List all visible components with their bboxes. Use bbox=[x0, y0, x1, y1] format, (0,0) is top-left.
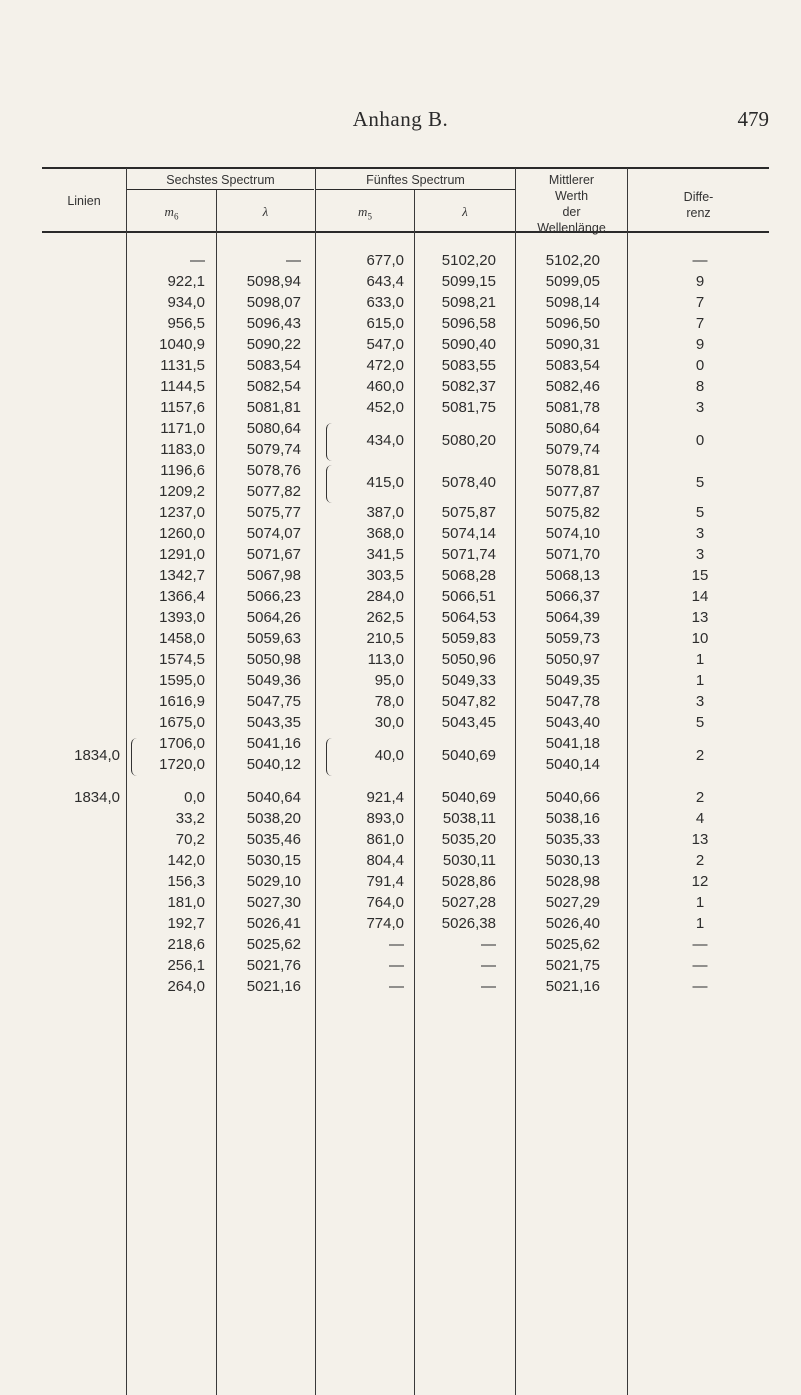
brace-mark bbox=[326, 738, 335, 776]
m6-value: 1393,0 bbox=[159, 609, 205, 626]
m5-value: 284,0 bbox=[366, 588, 404, 605]
m6-value: 1366,4 bbox=[159, 588, 205, 605]
lambda5-value: 5049,33 bbox=[441, 672, 496, 689]
lambda6-value: 5040,12 bbox=[246, 756, 301, 773]
diff-value: 3 bbox=[695, 546, 705, 563]
diff-value: — bbox=[692, 957, 708, 974]
lambda5-value: 5074,14 bbox=[441, 525, 496, 542]
lambda6-value: 5090,22 bbox=[246, 336, 301, 353]
diff-value: 5 bbox=[695, 504, 705, 521]
lambda5-value: 5043,45 bbox=[441, 714, 496, 731]
m5-value: 861,0 bbox=[366, 831, 404, 848]
m6-value: 0,0 bbox=[184, 789, 205, 806]
header-differenz bbox=[628, 189, 769, 221]
header-subscript: 5 bbox=[367, 211, 372, 222]
m6-value: 934,0 bbox=[167, 294, 205, 311]
m6-value: 1595,0 bbox=[159, 672, 205, 689]
lambda5-value: 5082,37 bbox=[441, 378, 496, 395]
m6-value: 956,5 bbox=[167, 315, 205, 332]
diff-value: 7 bbox=[695, 315, 705, 332]
m5-value: 434,0 bbox=[366, 432, 404, 449]
lambda5-value: 5080,20 bbox=[441, 432, 496, 449]
mean-value: 5064,39 bbox=[545, 609, 600, 626]
m5-value: 633,0 bbox=[366, 294, 404, 311]
sechstes-subrule bbox=[127, 189, 314, 190]
mean-value: 5083,54 bbox=[545, 357, 600, 374]
lambda5-value: 5027,28 bbox=[441, 894, 496, 911]
brace-mark bbox=[131, 738, 140, 776]
mean-value: 5077,87 bbox=[545, 483, 600, 500]
linie-value: 1834,0 bbox=[74, 789, 120, 806]
header-lambda6: λ bbox=[262, 204, 269, 219]
lambda5-value: 5066,51 bbox=[441, 588, 496, 605]
mean-value: 5038,16 bbox=[545, 810, 600, 827]
m6-value: 1706,0 bbox=[159, 735, 205, 752]
m5-value: 791,4 bbox=[366, 873, 404, 890]
diff-value: 3 bbox=[695, 399, 705, 416]
brace-mark bbox=[326, 423, 335, 461]
lambda5-value: 5078,40 bbox=[441, 474, 496, 491]
lambda6-value: 5041,16 bbox=[246, 735, 301, 752]
mean-value: 5066,37 bbox=[545, 588, 600, 605]
lambda6-value: 5067,98 bbox=[246, 567, 301, 584]
m6-value: 1171,0 bbox=[160, 420, 205, 437]
mean-value: 5047,78 bbox=[545, 693, 600, 710]
lambda5-value: 5047,82 bbox=[441, 693, 496, 710]
mean-value: 5082,46 bbox=[545, 378, 600, 395]
m6-value: 33,2 bbox=[175, 810, 205, 827]
mean-value: 5090,31 bbox=[545, 336, 600, 353]
diff-value: 7 bbox=[695, 294, 705, 311]
mean-value: 5059,73 bbox=[545, 630, 600, 647]
lambda5-value: — bbox=[481, 936, 496, 953]
mean-value: 5026,40 bbox=[545, 915, 600, 932]
diff-value: 0 bbox=[695, 357, 705, 374]
header-fuenftes-spectrum: Fünftes Spectrum bbox=[366, 173, 465, 187]
header-bottom-rule bbox=[42, 231, 769, 233]
lambda5-value: 5030,11 bbox=[442, 852, 496, 869]
col-divider bbox=[627, 168, 628, 1395]
m5-value: 547,0 bbox=[366, 336, 404, 353]
m6-value: 1720,0 bbox=[159, 756, 205, 773]
lambda5-value: — bbox=[481, 957, 496, 974]
diff-value: 0 bbox=[695, 432, 705, 449]
mean-value: 5099,05 bbox=[545, 273, 600, 290]
m6-value: 1144,5 bbox=[160, 378, 205, 395]
mean-value: 5030,13 bbox=[545, 852, 600, 869]
header-line: Wellenlänge bbox=[537, 221, 606, 235]
m5-value: 774,0 bbox=[366, 915, 404, 932]
header-linien: Linien bbox=[67, 194, 101, 208]
lambda5-value: 5038,11 bbox=[442, 810, 496, 827]
lambda6-value: 5082,54 bbox=[246, 378, 301, 395]
m6-value: 181,0 bbox=[167, 894, 205, 911]
mean-value: 5071,70 bbox=[545, 546, 600, 563]
mean-value: 5021,75 bbox=[545, 957, 600, 974]
mean-value: 5028,98 bbox=[545, 873, 600, 890]
mean-value: 5050,97 bbox=[545, 651, 600, 668]
lambda6-value: 5043,35 bbox=[246, 714, 301, 731]
lambda6-value: 5098,94 bbox=[246, 273, 301, 290]
diff-value: 5 bbox=[695, 714, 705, 731]
lambda5-value: 5096,58 bbox=[441, 315, 496, 332]
m5-value: 921,4 bbox=[366, 789, 404, 806]
m5-value: 40,0 bbox=[374, 747, 404, 764]
header-mittlerer-werth bbox=[516, 172, 627, 236]
diff-value: 1 bbox=[695, 651, 705, 668]
m5-value: — bbox=[389, 978, 404, 995]
m6-value: — bbox=[190, 252, 205, 269]
m5-value: 387,0 bbox=[366, 504, 404, 521]
diff-value: 12 bbox=[691, 873, 709, 890]
mean-value: 5102,20 bbox=[545, 252, 600, 269]
m5-value: 303,5 bbox=[366, 567, 404, 584]
m6-value: 70,2 bbox=[175, 831, 205, 848]
lambda6-value: 5066,23 bbox=[246, 588, 301, 605]
page-header bbox=[0, 107, 801, 137]
diff-value: — bbox=[692, 978, 708, 995]
lambda5-value: 5040,69 bbox=[441, 747, 496, 764]
lambda5-value: 5028,86 bbox=[441, 873, 496, 890]
running-title: Anhang B. bbox=[352, 107, 449, 131]
top-rule bbox=[42, 167, 769, 169]
m6-value: 1291,0 bbox=[159, 546, 205, 563]
diff-value: 15 bbox=[691, 567, 709, 584]
lambda6-value: 5078,76 bbox=[246, 462, 301, 479]
m5-value: 78,0 bbox=[374, 693, 404, 710]
m5-value: 210,5 bbox=[366, 630, 404, 647]
m6-value: 192,7 bbox=[167, 915, 205, 932]
mean-value: 5075,82 bbox=[545, 504, 600, 521]
diff-value: 1 bbox=[695, 915, 705, 932]
lambda6-value: 5083,54 bbox=[246, 357, 301, 374]
diff-value: 2 bbox=[695, 789, 705, 806]
lambda6-value: 5021,16 bbox=[246, 978, 301, 995]
lambda6-value: 5064,26 bbox=[246, 609, 301, 626]
brace-mark bbox=[326, 465, 335, 503]
mean-value: 5078,81 bbox=[545, 462, 600, 479]
m5-value: 452,0 bbox=[366, 399, 404, 416]
m6-value: 1675,0 bbox=[159, 714, 205, 731]
diff-value: 13 bbox=[691, 609, 709, 626]
lambda6-value: 5049,36 bbox=[246, 672, 301, 689]
lambda6-value: 5074,07 bbox=[246, 525, 301, 542]
m6-value: 1157,6 bbox=[160, 399, 205, 416]
m6-value: 1458,0 bbox=[159, 630, 205, 647]
lambda5-value: 5050,96 bbox=[441, 651, 496, 668]
header-line: Werth bbox=[554, 189, 589, 203]
diff-value: 1 bbox=[695, 894, 705, 911]
mean-value: 5021,16 bbox=[545, 978, 600, 995]
m6-value: 1131,5 bbox=[160, 357, 205, 374]
m5-value: 677,0 bbox=[366, 252, 404, 269]
mean-value: 5040,14 bbox=[545, 756, 600, 773]
lambda6-value: 5050,98 bbox=[246, 651, 301, 668]
m6-value: 1260,0 bbox=[159, 525, 205, 542]
m5-value: 460,0 bbox=[366, 378, 404, 395]
diff-value: 9 bbox=[695, 336, 705, 353]
m5-value: — bbox=[389, 936, 404, 953]
lambda6-value: 5081,81 bbox=[246, 399, 301, 416]
mean-value: 5035,33 bbox=[545, 831, 600, 848]
mean-value: 5098,14 bbox=[545, 294, 600, 311]
header-lambda5: λ bbox=[462, 204, 468, 219]
diff-value: — bbox=[692, 252, 708, 269]
lambda6-value: 5040,64 bbox=[246, 789, 301, 806]
diff-value: 2 bbox=[695, 747, 705, 764]
header-symbol: m bbox=[358, 204, 368, 219]
mean-value: 5074,10 bbox=[545, 525, 600, 542]
lambda5-value: 5102,20 bbox=[441, 252, 496, 269]
header-line: Diffe- bbox=[683, 190, 714, 204]
diff-value: 8 bbox=[695, 378, 705, 395]
fuenftes-subrule bbox=[316, 189, 515, 190]
lambda5-value: 5068,28 bbox=[441, 567, 496, 584]
diff-value: 2 bbox=[695, 852, 705, 869]
m6-value: 156,3 bbox=[167, 873, 205, 890]
mean-value: 5041,18 bbox=[545, 735, 600, 752]
lambda6-value: 5025,62 bbox=[246, 936, 301, 953]
mean-value: 5096,50 bbox=[545, 315, 600, 332]
diff-value: 5 bbox=[695, 474, 705, 491]
lambda5-value: 5040,69 bbox=[441, 789, 496, 806]
header-sechstes-spectrum: Sechstes Spectrum bbox=[166, 173, 275, 187]
lambda6-value: 5059,63 bbox=[246, 630, 301, 647]
linie-value: 1834,0 bbox=[74, 747, 120, 764]
header-line: der bbox=[562, 205, 581, 219]
m5-value: 341,5 bbox=[366, 546, 404, 563]
diff-value: 10 bbox=[691, 630, 709, 647]
lambda5-value: 5026,38 bbox=[441, 915, 496, 932]
m6-value: 1342,7 bbox=[159, 567, 205, 584]
m5-value: 804,4 bbox=[366, 852, 404, 869]
mean-value: 5025,62 bbox=[545, 936, 600, 953]
mean-value: 5068,13 bbox=[545, 567, 600, 584]
mean-value: 5079,74 bbox=[545, 441, 600, 458]
m6-value: 1237,0 bbox=[159, 504, 205, 521]
diff-value: 4 bbox=[695, 810, 705, 827]
lambda5-value: 5099,15 bbox=[441, 273, 496, 290]
lambda6-value: 5079,74 bbox=[246, 441, 301, 458]
m5-value: 472,0 bbox=[366, 357, 404, 374]
m5-value: 415,0 bbox=[366, 474, 404, 491]
header-subscript: 6 bbox=[173, 211, 179, 222]
mean-value: 5040,66 bbox=[545, 789, 600, 806]
m5-value: 368,0 bbox=[366, 525, 404, 542]
mean-value: 5043,40 bbox=[545, 714, 600, 731]
diff-value: 9 bbox=[695, 273, 705, 290]
lambda6-value: 5096,43 bbox=[246, 315, 301, 332]
diff-value: 1 bbox=[695, 672, 705, 689]
lambda6-value: 5098,07 bbox=[246, 294, 301, 311]
lambda5-value: 5083,55 bbox=[441, 357, 496, 374]
page-number: 479 bbox=[737, 107, 769, 131]
lambda5-value: 5075,87 bbox=[441, 504, 496, 521]
lambda5-value: 5035,20 bbox=[441, 831, 496, 848]
lambda5-value: 5064,53 bbox=[441, 609, 496, 626]
lambda6-value: 5075,77 bbox=[246, 504, 301, 521]
lambda6-value: 5035,46 bbox=[246, 831, 301, 848]
diff-value: 13 bbox=[691, 831, 709, 848]
m5-value: 615,0 bbox=[366, 315, 404, 332]
m6-value: 922,1 bbox=[167, 273, 205, 290]
header-line: renz bbox=[686, 206, 711, 220]
m5-value: — bbox=[389, 957, 404, 974]
lambda6-value: 5080,64 bbox=[246, 420, 301, 437]
lambda5-value: 5098,21 bbox=[441, 294, 496, 311]
lambda6-value: 5027,30 bbox=[246, 894, 301, 911]
lambda6-value: 5030,15 bbox=[246, 852, 301, 869]
mean-value: 5027,29 bbox=[545, 894, 600, 911]
m5-value: 764,0 bbox=[366, 894, 404, 911]
lambda6-value: 5038,20 bbox=[246, 810, 301, 827]
lambda6-value: 5021,76 bbox=[246, 957, 301, 974]
m6-value: 218,6 bbox=[167, 936, 205, 953]
header-m5 bbox=[316, 204, 414, 225]
m6-value: 1183,0 bbox=[160, 441, 205, 458]
m6-value: 1196,6 bbox=[160, 462, 205, 479]
lambda5-value: 5081,75 bbox=[441, 399, 496, 416]
mean-value: 5080,64 bbox=[545, 420, 600, 437]
m6-value: 142,0 bbox=[167, 852, 205, 869]
m5-value: 95,0 bbox=[374, 672, 404, 689]
lambda6-value: 5047,75 bbox=[246, 693, 301, 710]
header-line: Mittlerer bbox=[548, 173, 595, 187]
lambda5-value: 5090,40 bbox=[441, 336, 496, 353]
mean-value: 5049,35 bbox=[545, 672, 600, 689]
m6-value: 1616,9 bbox=[159, 693, 205, 710]
m6-value: 1574,5 bbox=[159, 651, 205, 668]
lambda6-value: 5026,41 bbox=[246, 915, 301, 932]
m5-value: 643,4 bbox=[366, 273, 404, 290]
lambda6-value: — bbox=[286, 252, 301, 269]
lambda5-value: — bbox=[481, 978, 496, 995]
m6-value: 256,1 bbox=[167, 957, 205, 974]
lambda6-value: 5071,67 bbox=[246, 546, 301, 563]
diff-value: 3 bbox=[695, 693, 705, 710]
m6-value: 1040,9 bbox=[159, 336, 205, 353]
m5-value: 30,0 bbox=[374, 714, 404, 731]
diff-value: 3 bbox=[695, 525, 705, 542]
header-symbol: m bbox=[164, 204, 174, 219]
m6-value: 1209,2 bbox=[159, 483, 205, 500]
m5-value: 893,0 bbox=[366, 810, 404, 827]
lambda5-value: 5071,74 bbox=[441, 546, 496, 563]
header-m6 bbox=[127, 204, 216, 225]
m6-value: 264,0 bbox=[167, 978, 205, 995]
m5-value: 262,5 bbox=[366, 609, 404, 626]
m5-value: 113,0 bbox=[367, 651, 404, 668]
diff-value: — bbox=[692, 936, 708, 953]
lambda6-value: 5029,10 bbox=[246, 873, 301, 890]
diff-value: 14 bbox=[691, 588, 709, 605]
lambda6-value: 5077,82 bbox=[246, 483, 301, 500]
mean-value: 5081,78 bbox=[545, 399, 600, 416]
lambda5-value: 5059,83 bbox=[441, 630, 496, 647]
